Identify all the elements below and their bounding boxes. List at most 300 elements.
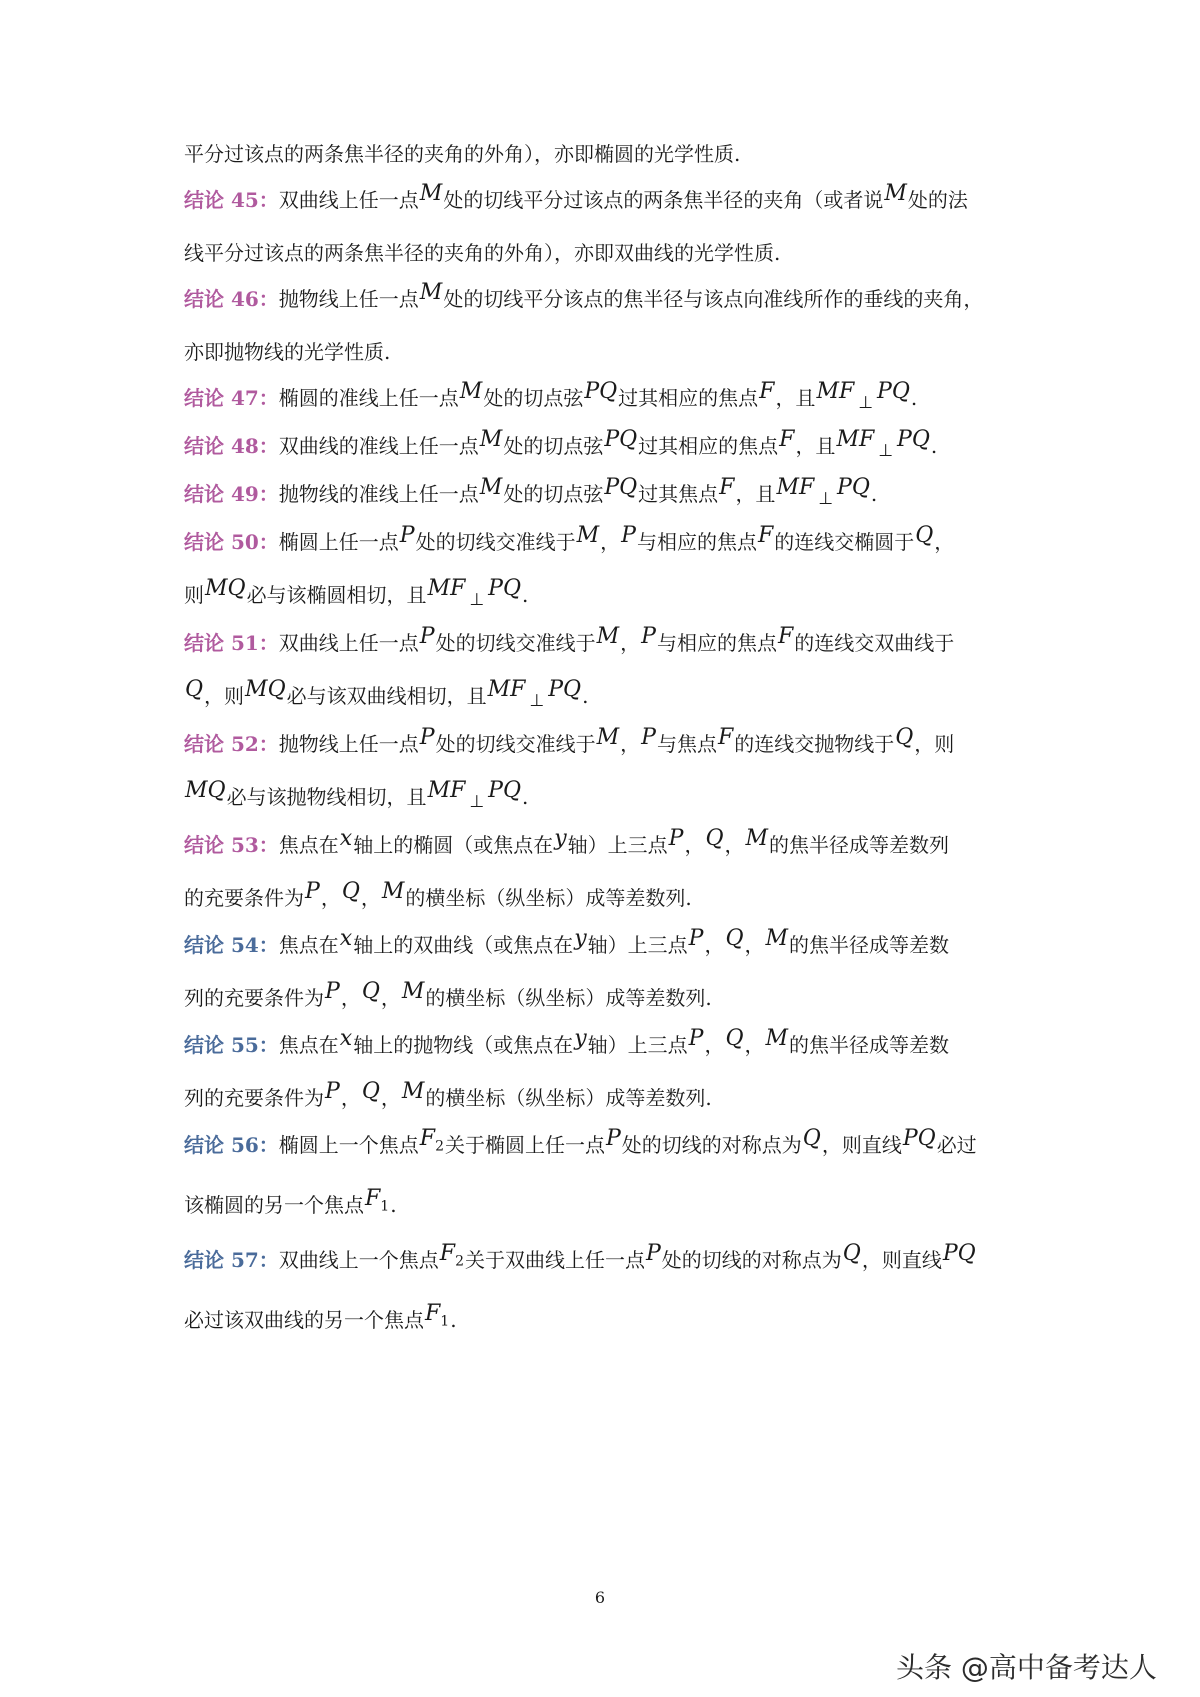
math-variable: F: [439, 1240, 456, 1266]
math-symbol: [603, 475, 638, 500]
math-symbol: [640, 624, 657, 649]
conclusion-label: 结论 54：: [184, 933, 279, 957]
math-symbol: [724, 926, 744, 951]
text-run: ，: [704, 933, 725, 957]
math-symbol: [765, 1026, 790, 1051]
text-line: [184, 523, 1030, 557]
perpendicular-symbol: ⊥: [469, 590, 485, 610]
text-run: ，: [934, 530, 955, 554]
text-run: ，: [684, 833, 705, 857]
text-run: ，: [340, 1086, 361, 1110]
text-run: 的焦半径成等差数: [789, 933, 950, 957]
math-variable: M: [459, 379, 483, 404]
conclusion-paragraph: [184, 725, 1030, 813]
text-run: 与相应的焦点: [636, 530, 757, 554]
text-run: ，: [340, 986, 361, 1010]
text-run: 轴）上三点: [587, 1033, 688, 1057]
text-run: ，则直线: [861, 1247, 942, 1272]
math-symbol: [401, 1079, 426, 1104]
math-symbol: [419, 280, 444, 305]
text-run: ，: [600, 530, 621, 554]
math-symbol: [204, 576, 247, 601]
math-variable: Q: [725, 1026, 744, 1051]
math-variable: MF: [816, 379, 855, 404]
math-subscript: 1: [380, 1198, 390, 1215]
perpendicular-symbol: ⊥: [858, 393, 874, 413]
text-run: 该椭圆的另一个焦点: [184, 1193, 364, 1218]
text-run: 处的切点弦: [503, 434, 604, 458]
math-symbol: [717, 725, 734, 750]
text-run: .: [910, 386, 918, 410]
conclusion-paragraph: [184, 826, 1030, 913]
text-line: [184, 1079, 1030, 1113]
math-variable: MF: [776, 475, 815, 500]
perpendicular-symbol: ⊥: [878, 441, 894, 461]
math-variable: M: [596, 725, 620, 750]
conclusion-label: 结论 48：: [184, 434, 279, 458]
math-variable: x: [339, 826, 353, 851]
math-symbol: [777, 624, 794, 649]
math-symbol: [668, 826, 685, 851]
text-run: 焦点在: [278, 833, 339, 857]
math-symbol: [775, 475, 815, 500]
text-run: 的连线交双曲线于: [794, 631, 955, 655]
math-symbol: [883, 181, 908, 206]
math-symbol: [487, 778, 522, 803]
math-variable: PQ: [548, 677, 582, 702]
math-symbol: [896, 427, 931, 452]
text-run: 的连线交抛物线于: [734, 732, 895, 756]
math-variable: y: [554, 826, 567, 851]
text-line: [184, 1186, 1030, 1227]
math-variable: M: [419, 280, 443, 305]
math-symbol: [479, 427, 504, 452]
text-run: ，则直线: [821, 1133, 902, 1157]
text-run: 处的法: [907, 188, 968, 212]
math-variable: MQ: [185, 778, 226, 803]
math-symbol: [724, 1026, 744, 1051]
math-symbol: [547, 677, 582, 702]
text-run: 处的切点弦: [483, 386, 584, 410]
text-run: 焦点在: [278, 1033, 339, 1057]
perpendicular-symbol: ⊥: [469, 792, 485, 812]
math-subscript: 2: [435, 1138, 444, 1155]
math-variable: P: [305, 879, 320, 904]
text-line: [184, 1026, 1030, 1060]
math-symbol: [364, 1186, 390, 1215]
math-variable: PQ: [488, 576, 522, 601]
math-symbol: [184, 677, 204, 702]
math-symbol: [596, 725, 621, 750]
math-variable: y: [574, 1026, 587, 1051]
text-run: .: [870, 482, 878, 506]
intro-line: [184, 140, 1030, 168]
math-variable: Q: [895, 725, 914, 750]
conclusion-label: 结论 50：: [184, 530, 279, 554]
math-symbol: [419, 1126, 445, 1155]
math-subscript: 2: [455, 1253, 464, 1270]
math-symbol: [304, 879, 321, 904]
text-run: .: [522, 583, 529, 607]
text-run: 处的切线交准线于: [415, 530, 576, 554]
text-line: [184, 979, 1030, 1013]
math-variable: PQ: [877, 379, 910, 404]
conclusion-paragraph: [184, 181, 1030, 267]
text-run: .: [522, 785, 529, 809]
conclusion-label: 结论 47：: [184, 386, 279, 410]
text-run: 的横坐标（纵坐标）成等差数列.: [425, 986, 712, 1010]
text-run: 与相应的焦点: [656, 631, 777, 655]
conclusion-paragraph: [184, 1240, 1030, 1343]
conclusions-list: [184, 181, 1030, 1343]
text-run: 处的切线的对称点为: [621, 1133, 802, 1157]
text-run: .: [390, 1193, 397, 1218]
text-run: 的充要条件为: [184, 886, 304, 910]
conclusion-paragraph: [184, 926, 1030, 1013]
math-variable: M: [401, 1079, 425, 1104]
conclusion-label: 结论 46：: [184, 287, 279, 311]
text-line: [184, 379, 1030, 414]
text-line: [184, 239, 1030, 267]
math-variable: F: [757, 523, 774, 548]
math-symbol: [778, 427, 795, 452]
text-run: 必与该双曲线相切，且: [286, 684, 487, 708]
page-number: 6: [594, 1588, 606, 1607]
math-variable: M: [765, 926, 789, 951]
math-symbol: [765, 926, 790, 951]
text-line: [184, 1301, 1030, 1342]
conclusion-label: 结论 55：: [184, 1033, 279, 1057]
text-run: ，: [620, 732, 641, 756]
text-run: .: [582, 684, 589, 708]
watermark: 头条 @高中备考达人: [896, 1651, 1157, 1684]
math-variable: F: [777, 624, 794, 649]
text-run: ，: [744, 1033, 765, 1057]
text-line: [184, 475, 1030, 510]
math-variable: F: [425, 1301, 441, 1327]
math-symbol: [842, 1241, 862, 1266]
math-symbol: [757, 523, 774, 548]
math-symbol: [573, 1026, 587, 1051]
text-run: 双曲线上一个焦点: [278, 1247, 439, 1272]
math-variable: y: [574, 926, 587, 951]
math-variable: F: [779, 427, 795, 452]
text-run: 的横坐标（纵坐标）成等差数列.: [425, 1086, 712, 1110]
math-symbol: [419, 624, 436, 649]
text-run: 的连线交椭圆于: [774, 530, 915, 554]
conclusion-paragraph: [184, 523, 1030, 611]
conclusion-paragraph: [184, 280, 1030, 366]
math-variable: Q: [185, 677, 204, 702]
text-run: 轴上的椭圆（或焦点在: [353, 833, 554, 857]
math-variable: P: [605, 1126, 621, 1151]
math-symbol: [688, 1026, 705, 1051]
math-symbol: [835, 427, 875, 452]
text-run: 轴上的抛物线（或焦点在: [353, 1033, 574, 1057]
conclusion-label: 结论 57：: [184, 1247, 279, 1272]
math-variable: Q: [361, 1079, 380, 1104]
math-variable: P: [621, 523, 636, 548]
text-run: 椭圆上一个焦点: [278, 1133, 419, 1157]
math-variable: M: [401, 979, 425, 1004]
math-symbol: [914, 523, 934, 548]
text-run: .: [930, 434, 938, 458]
text-run: 抛物线上任一点: [278, 287, 419, 311]
math-variable: PQ: [902, 1126, 936, 1151]
math-subscript: 1: [440, 1313, 450, 1330]
text-run: 处的切线平分过该点的两条焦半径的夹角（或者说: [443, 188, 884, 212]
math-variable: P: [645, 1240, 661, 1266]
intro-paragraph: [184, 140, 1030, 168]
math-symbol: [419, 725, 436, 750]
text-run: 过其相应的焦点: [638, 434, 779, 458]
math-symbol: [718, 475, 735, 500]
text-run: 必过: [936, 1133, 977, 1157]
math-symbol: [419, 181, 444, 206]
text-run: 处的切线平分该点的焦半径与该点向准线所作的垂线的夹角，: [443, 287, 984, 311]
math-symbol: [640, 725, 657, 750]
math-symbol: [459, 379, 484, 404]
math-variable: M: [765, 1026, 789, 1051]
math-variable: PQ: [584, 379, 618, 404]
math-variable: MQ: [205, 576, 246, 601]
math-variable: F: [719, 475, 735, 500]
math-symbol: [704, 826, 724, 851]
math-symbol: [424, 1301, 450, 1330]
math-symbol: [339, 926, 353, 951]
math-variable: M: [576, 523, 600, 548]
perpendicular-symbol: ⊥: [818, 489, 834, 509]
text-run: ，: [380, 1086, 401, 1110]
text-run: 双曲线的准线上任一点: [278, 434, 479, 458]
math-symbol: [596, 624, 621, 649]
math-symbol: [745, 826, 770, 851]
math-symbol: [688, 926, 705, 951]
text-run: 的焦半径成等差数列: [769, 833, 950, 857]
text-run: 关于椭圆上任一点: [444, 1133, 605, 1157]
math-variable: F: [759, 379, 775, 404]
math-symbol: [620, 523, 637, 548]
text-run: 关于双曲线上任一点: [464, 1247, 645, 1272]
math-variable: M: [479, 427, 503, 452]
math-symbol: [836, 475, 871, 500]
math-symbol: [361, 1079, 381, 1104]
text-run: ，且: [735, 482, 776, 506]
math-symbol: [401, 979, 426, 1004]
text-run: 必与该椭圆相切，且: [246, 583, 427, 607]
text-run: 轴）上三点: [587, 933, 688, 957]
math-symbol: [894, 725, 914, 750]
math-variable: P: [688, 926, 704, 951]
math-variable: F: [717, 725, 734, 750]
text-line: [184, 879, 1030, 913]
text-run: 双曲线上任一点: [278, 631, 419, 655]
text-line: [184, 725, 1030, 759]
math-symbol: [479, 475, 504, 500]
math-variable: Q: [725, 926, 744, 951]
math-symbol: [244, 677, 287, 702]
math-variable: Q: [361, 979, 380, 1004]
text-run: 过其相应的焦点: [618, 386, 759, 410]
math-symbol: [942, 1241, 977, 1266]
text-run: 椭圆的准线上任一点: [278, 386, 459, 410]
text-run: 的焦半径成等差数: [789, 1033, 950, 1057]
conclusion-paragraph: [184, 475, 1030, 510]
math-variable: MF: [836, 427, 875, 452]
math-symbol: [902, 1126, 937, 1151]
math-variable: MF: [427, 778, 466, 803]
text-run: 处的切点弦: [503, 482, 604, 506]
perpendicular-symbol: ⊥: [529, 691, 545, 711]
math-variable: M: [419, 181, 443, 206]
conclusion-label: 结论 52：: [184, 732, 279, 756]
text-line: [184, 1126, 1030, 1167]
math-symbol: [427, 576, 467, 601]
text-run: 必与该抛物线相切，且: [226, 785, 427, 809]
math-variable: P: [325, 1079, 340, 1104]
conclusion-paragraph: [184, 1026, 1030, 1113]
text-line: [184, 677, 1030, 712]
math-variable: MF: [487, 677, 526, 702]
math-symbol: [802, 1126, 822, 1151]
math-variable: Q: [705, 826, 724, 851]
math-variable: P: [419, 624, 435, 649]
math-variable: P: [325, 979, 340, 1004]
text-line: [184, 338, 1030, 366]
math-symbol: [573, 926, 587, 951]
math-variable: M: [745, 826, 769, 851]
math-variable: PQ: [897, 427, 930, 452]
text-run: 焦点在: [278, 933, 339, 957]
text-run: 处的切线交准线于: [435, 631, 596, 655]
math-variable: x: [339, 926, 353, 951]
math-variable: x: [339, 1026, 353, 1051]
math-variable: PQ: [488, 778, 522, 803]
text-run: ，: [360, 886, 381, 910]
math-variable: Q: [915, 523, 934, 548]
text-run: ，: [724, 833, 745, 857]
math-variable: Q: [802, 1126, 821, 1151]
conclusion-paragraph: [184, 427, 1030, 462]
math-symbol: [439, 1240, 465, 1270]
math-variable: M: [479, 475, 503, 500]
math-symbol: [361, 979, 381, 1004]
document-body: [184, 140, 1030, 1343]
text-run: ，: [380, 986, 401, 1010]
math-variable: F: [419, 1126, 436, 1151]
text-run: ，则: [204, 684, 245, 708]
text-line: [184, 926, 1030, 960]
math-symbol: [645, 1241, 662, 1266]
math-symbol: [487, 576, 522, 601]
math-variable: Q: [341, 879, 360, 904]
text-run: ，且: [775, 386, 816, 410]
conclusion-label: 结论 56：: [184, 1133, 279, 1157]
math-symbol: [381, 879, 406, 904]
math-variable: MQ: [245, 677, 286, 702]
math-variable: P: [641, 725, 656, 750]
conclusion-label: 结论 49：: [184, 482, 279, 506]
math-symbol: [487, 677, 527, 702]
math-variable: P: [668, 826, 684, 851]
text-run: 抛物线上任一点: [278, 732, 419, 756]
text-line: [184, 427, 1030, 462]
text-run: 双曲线上任一点: [278, 188, 419, 212]
text-run: 处的切线交准线于: [435, 732, 596, 756]
text-run: ，且: [795, 434, 836, 458]
text-run: 抛物线的准线上任一点: [278, 482, 479, 506]
text-line: [184, 280, 1030, 314]
math-symbol: [324, 979, 341, 1004]
text-run: 的横坐标（纵坐标）成等差数列.: [405, 886, 692, 910]
math-variable: P: [399, 523, 415, 548]
text-run: 椭圆上任一点: [278, 530, 399, 554]
math-symbol: [576, 523, 601, 548]
text-line: [184, 624, 1030, 658]
text-run: 平分过该点的两条焦半径的夹角的外角），亦即椭圆的光学性质.: [184, 142, 741, 166]
math-variable: M: [596, 624, 620, 649]
math-variable: P: [688, 1026, 704, 1051]
math-symbol: [427, 778, 467, 803]
text-run: 轴）上三点: [567, 833, 668, 857]
math-symbol: [339, 1026, 353, 1051]
text-run: .: [450, 1308, 457, 1333]
math-variable: PQ: [604, 475, 638, 500]
math-variable: PQ: [837, 475, 870, 500]
text-line: [184, 576, 1030, 611]
conclusion-label: 结论 53：: [184, 833, 279, 857]
math-variable: F: [365, 1186, 381, 1212]
text-run: 轴上的双曲线（或焦点在: [353, 933, 574, 957]
text-line: [184, 778, 1030, 813]
text-run: 过其焦点: [638, 482, 719, 506]
math-symbol: [184, 778, 227, 803]
math-symbol: [603, 427, 638, 452]
conclusion-label: 结论 51：: [184, 631, 279, 655]
text-run: 列的充要条件为: [184, 986, 324, 1010]
math-symbol: [583, 379, 618, 404]
text-run: 与焦点: [656, 732, 717, 756]
text-run: 处的切线的对称点为: [661, 1247, 842, 1272]
math-symbol: [339, 826, 353, 851]
conclusion-paragraph: [184, 1126, 1030, 1228]
math-variable: PQ: [942, 1240, 976, 1266]
text-run: 线平分过该点的两条焦半径的夹角的外角），亦即双曲线的光学性质.: [184, 241, 781, 265]
math-symbol: [324, 1079, 341, 1104]
math-variable: PQ: [604, 427, 638, 452]
text-run: 亦即抛物线的光学性质.: [184, 340, 391, 364]
math-variable: P: [641, 624, 656, 649]
text-run: 则: [184, 583, 204, 607]
text-run: ，: [620, 631, 641, 655]
conclusion-paragraph: [184, 379, 1030, 414]
math-variable: M: [381, 879, 405, 904]
text-run: ，: [320, 886, 341, 910]
text-line: [184, 826, 1030, 860]
text-line: [184, 181, 1030, 215]
math-variable: Q: [842, 1240, 861, 1266]
text-run: 必过该双曲线的另一个焦点: [184, 1308, 424, 1333]
text-line: [184, 1240, 1030, 1282]
conclusion-label: 结论 45：: [184, 188, 279, 212]
text-run: ，则: [914, 732, 955, 756]
math-variable: M: [884, 181, 907, 206]
math-variable: P: [419, 725, 435, 750]
math-symbol: [815, 379, 855, 404]
math-symbol: [341, 879, 361, 904]
math-symbol: [399, 523, 416, 548]
text-run: 列的充要条件为: [184, 1086, 324, 1110]
